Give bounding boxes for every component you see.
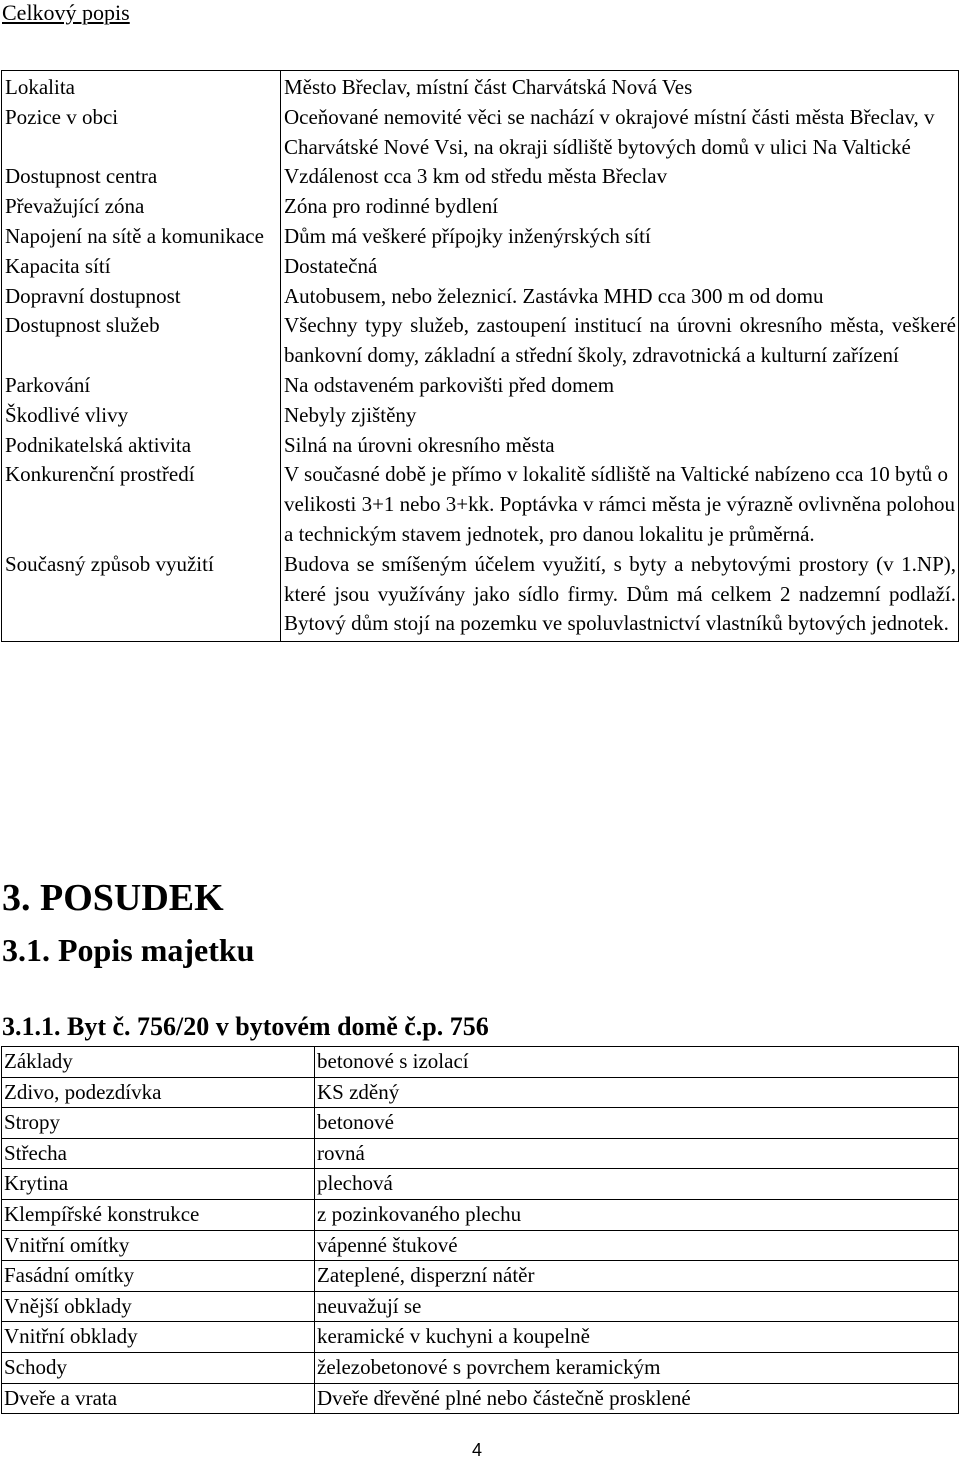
row-label: Parkování bbox=[2, 371, 281, 401]
table-row bbox=[2, 401, 959, 431]
table-row bbox=[2, 1383, 959, 1414]
row-label: Základy bbox=[2, 1047, 315, 1078]
row-value: Zóna pro rodinné bydlení bbox=[281, 192, 959, 222]
page-number: 4 bbox=[472, 1440, 483, 1460]
row-value: Oceňované nemovité věci se nachází v okrajové místní části města Břeclav, v Charvátské Nové Vsi, na okraji sídliště bytových domů v ulici Na Valtické bbox=[281, 103, 959, 163]
row-label: Současný způsob využití bbox=[2, 550, 281, 642]
row-label: Krytina bbox=[2, 1169, 315, 1200]
row-label: Dveře a vrata bbox=[2, 1383, 315, 1414]
row-label: Fasádní omítky bbox=[2, 1261, 315, 1292]
row-label: Vnitřní omítky bbox=[2, 1230, 315, 1261]
row-value: KS zděný bbox=[315, 1077, 959, 1108]
row-label: Podnikatelská aktivita bbox=[2, 431, 281, 461]
table-row bbox=[2, 1138, 959, 1169]
row-label: Vnitřní obklady bbox=[2, 1322, 315, 1353]
row-value: Autobusem, nebo železnicí. Zastávka MHD cca 300 m od domu bbox=[281, 282, 959, 312]
row-label: Zdivo, podezdívka bbox=[2, 1077, 315, 1108]
row-label: Škodlivé vlivy bbox=[2, 401, 281, 431]
table-row bbox=[2, 1077, 959, 1108]
table-row bbox=[2, 71, 959, 103]
table-row bbox=[2, 311, 959, 371]
section-title: 3. POSUDEK bbox=[2, 877, 224, 919]
row-value: Dostatečná bbox=[281, 252, 959, 282]
table-row bbox=[2, 103, 959, 163]
table-row bbox=[2, 1047, 959, 1078]
table-row bbox=[2, 1108, 959, 1139]
row-label: Konkurenční prostředí bbox=[2, 460, 281, 549]
table-row bbox=[2, 371, 959, 401]
table-row bbox=[2, 192, 959, 222]
table-row bbox=[2, 1352, 959, 1383]
row-value: Dům má veškeré přípojky inženýrských sítí bbox=[281, 222, 959, 252]
row-label: Lokalita bbox=[2, 71, 281, 103]
section-subsubtitle: 3.1.1. Byt č. 756/20 v bytovém domě č.p. 756 bbox=[2, 1012, 489, 1041]
row-label: Vnější obklady bbox=[2, 1291, 315, 1322]
row-label: Klempířské konstrukce bbox=[2, 1199, 315, 1230]
row-value: Všechny typy služeb, zastoupení institucí na úrovni okresního města, veškeré bankovní domy, základní a střední školy, zdravotnická a kulturní zařízení bbox=[281, 311, 959, 371]
row-value: Zateplené, disperzní nátěr bbox=[315, 1261, 959, 1292]
row-label: Kapacita sítí bbox=[2, 252, 281, 282]
row-value: V současné době je přímo v lokalitě sídliště na Valtické nabízeno cca 10 bytů o velikosti 3+1 nebo 3+kk. Poptávka v rámci města je výrazně ovlivněna polohou a technickým stavem jednotek, pro danou lokalitu je průměrná. bbox=[281, 460, 959, 549]
row-label: Převažující zóna bbox=[2, 192, 281, 222]
heading-celkovy-popis[interactable]: Celkový popis bbox=[2, 0, 130, 25]
row-label: Dopravní dostupnost bbox=[2, 282, 281, 312]
row-value: Vzdálenost cca 3 km od středu města Břeclav bbox=[281, 162, 959, 192]
table-row bbox=[2, 1291, 959, 1322]
row-value: betonové s izolací bbox=[315, 1047, 959, 1078]
row-value: Nebyly zjištěny bbox=[281, 401, 959, 431]
table-row bbox=[2, 460, 959, 549]
table-row bbox=[2, 550, 959, 642]
table-row bbox=[2, 162, 959, 192]
table-row bbox=[2, 282, 959, 312]
row-value: vápenné štukové bbox=[315, 1230, 959, 1261]
row-label: Střecha bbox=[2, 1138, 315, 1169]
row-label: Dostupnost centra bbox=[2, 162, 281, 192]
row-label: Napojení na sítě a komunikace bbox=[2, 222, 281, 252]
row-label: Dostupnost služeb bbox=[2, 311, 281, 371]
row-value: Město Břeclav, místní část Charvátská Nová Ves bbox=[281, 71, 959, 103]
row-label: Pozice v obci bbox=[2, 103, 281, 163]
row-value: Na odstaveném parkovišti před domem bbox=[281, 371, 959, 401]
row-value: rovná bbox=[315, 1138, 959, 1169]
table-row bbox=[2, 1169, 959, 1200]
table-row bbox=[2, 1199, 959, 1230]
row-value: betonové bbox=[315, 1108, 959, 1139]
table-row bbox=[2, 252, 959, 282]
table-row bbox=[2, 1230, 959, 1261]
row-label: Schody bbox=[2, 1352, 315, 1383]
row-value: keramické v kuchyni a koupelně bbox=[315, 1322, 959, 1353]
row-value: Budova se smíšeným účelem využití, s byty a nebytovými prostory (v 1.NP), které jsou využívány jako sídlo firmy. Dům má celkem 2 nadzemní podlaží. Bytový dům stojí na pozemku ve spoluvlastnictví vlastníků bytových jednotek. bbox=[281, 550, 959, 642]
row-value: plechová bbox=[315, 1169, 959, 1200]
overview-table bbox=[1, 70, 959, 642]
row-value: Dveře dřevěné plné nebo částečně prosklené bbox=[315, 1383, 959, 1414]
construction-table bbox=[1, 1046, 959, 1414]
section-subtitle: 3.1. Popis majetku bbox=[2, 932, 255, 968]
row-value: z pozinkovaného plechu bbox=[315, 1199, 959, 1230]
table-row bbox=[2, 1322, 959, 1353]
table-row bbox=[2, 222, 959, 252]
row-value: železobetonové s povrchem keramickým bbox=[315, 1352, 959, 1383]
table-row bbox=[2, 1261, 959, 1292]
row-label: Stropy bbox=[2, 1108, 315, 1139]
row-value: neuvažují se bbox=[315, 1291, 959, 1322]
table-row bbox=[2, 431, 959, 461]
row-value: Silná na úrovni okresního města bbox=[281, 431, 959, 461]
